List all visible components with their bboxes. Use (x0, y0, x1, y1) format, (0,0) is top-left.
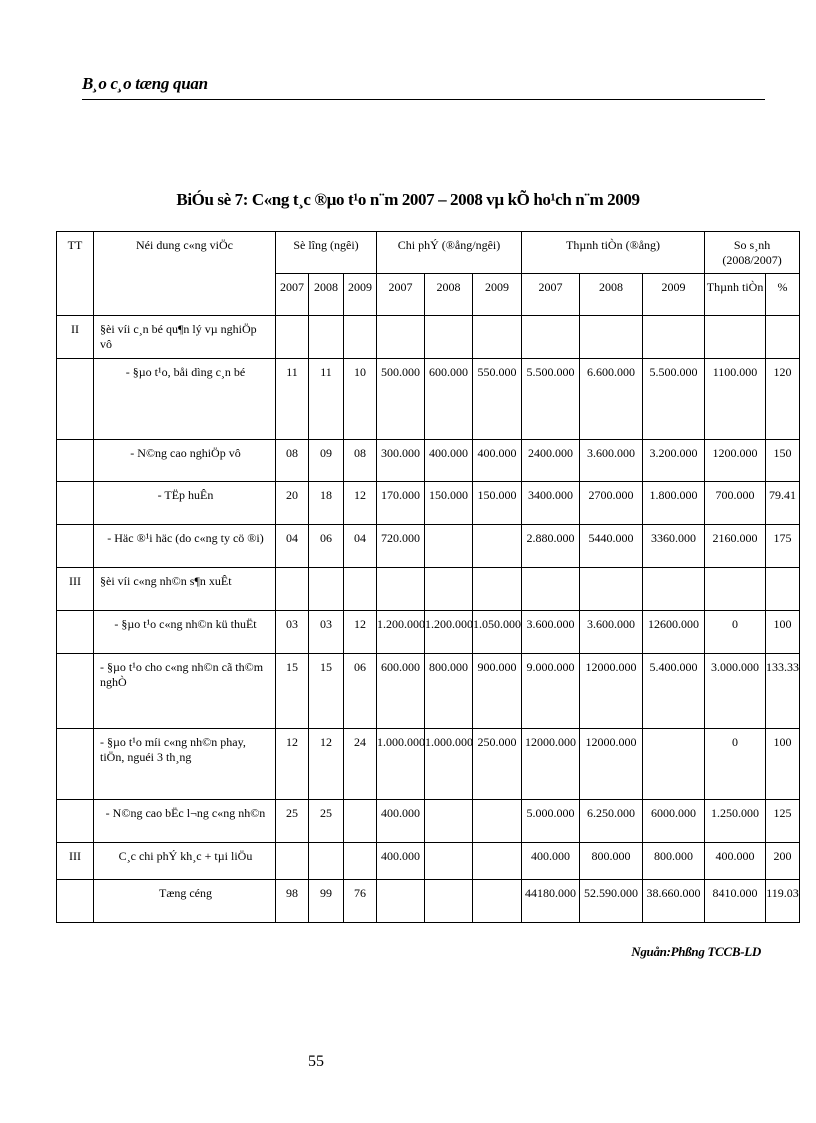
row-content: - §µo t¹o c«ng nh©n kü thuËt (94, 611, 276, 654)
row-tt (57, 482, 94, 525)
row-cell (425, 800, 473, 843)
row-cell: 03 (309, 611, 344, 654)
row-cell: 1.000.000 (377, 729, 425, 800)
row-cell: 08 (276, 440, 309, 482)
row-cell: 18 (309, 482, 344, 525)
row-tt (57, 611, 94, 654)
row-cell: 3.200.000 (643, 440, 705, 482)
row-cell: 11 (309, 359, 344, 440)
row-cell: 800.000 (643, 843, 705, 880)
row-cell: 98 (276, 880, 309, 923)
row-cell: 400.000 (425, 440, 473, 482)
row-cell: 9.000.000 (522, 654, 580, 729)
row-cell: 150 (766, 440, 800, 482)
row-cell: 12000.000 (522, 729, 580, 800)
row-cell: 12000.000 (580, 654, 643, 729)
row-cell: 2160.000 (705, 525, 766, 568)
table-row (57, 800, 800, 843)
row-cell: 76 (344, 880, 377, 923)
row-cell: 6000.000 (643, 800, 705, 843)
row-cell (425, 525, 473, 568)
header-rule (82, 99, 765, 100)
row-cell: 119.03 (766, 880, 800, 923)
row-tt (57, 440, 94, 482)
row-cell: 06 (309, 525, 344, 568)
row-cell: 0 (705, 729, 766, 800)
row-cell: 550.000 (473, 359, 522, 440)
row-cell: 04 (276, 525, 309, 568)
header-year: 2007 (522, 274, 580, 316)
row-cell (580, 316, 643, 359)
row-cell: 1.800.000 (643, 482, 705, 525)
row-cell: 2.880.000 (522, 525, 580, 568)
row-cell (276, 316, 309, 359)
row-cell: 12000.000 (580, 729, 643, 800)
row-cell (473, 568, 522, 611)
row-cell (377, 880, 425, 923)
row-cell (473, 525, 522, 568)
row-cell: 20 (276, 482, 309, 525)
table-row (57, 843, 800, 880)
training-table (56, 231, 800, 923)
table-row (57, 482, 800, 525)
table-title: BiÓu sè 7: C«ng t¸c ®µo t¹o n¨m 2007 – 2008 vµ kÕ ho¹ch n¨m 2009 (176, 190, 640, 209)
row-cell (766, 568, 800, 611)
row-cell: 08 (344, 440, 377, 482)
row-cell: 15 (276, 654, 309, 729)
row-tt (57, 654, 94, 729)
row-cell: 120 (766, 359, 800, 440)
row-cell: 12 (276, 729, 309, 800)
row-cell: 06 (344, 654, 377, 729)
table-row (57, 611, 800, 654)
row-content: - N©ng cao bËc l¬ng c«ng nh©n (94, 800, 276, 843)
row-cell: 3.600.000 (580, 611, 643, 654)
row-cell: 400.000 (377, 800, 425, 843)
header-year: 2009 (344, 274, 377, 316)
row-cell: 250.000 (473, 729, 522, 800)
header-content: Néi dung c«ng viÖc (94, 232, 276, 316)
row-cell: 12 (309, 729, 344, 800)
table-row (57, 359, 800, 440)
row-cell (377, 316, 425, 359)
row-cell (705, 316, 766, 359)
row-cell (473, 880, 522, 923)
row-cell (643, 316, 705, 359)
row-cell: 12600.000 (643, 611, 705, 654)
row-cell: 6.250.000 (580, 800, 643, 843)
row-cell: 175 (766, 525, 800, 568)
row-cell: 5440.000 (580, 525, 643, 568)
row-cell (425, 880, 473, 923)
report-header: B¸o c¸o tæng quan (82, 74, 208, 93)
header-year: 2008 (309, 274, 344, 316)
row-cell: 500.000 (377, 359, 425, 440)
row-tt (57, 800, 94, 843)
row-tt (57, 729, 94, 800)
header-compare-money: Thµnh tiÒn (705, 274, 766, 316)
row-cell: 04 (344, 525, 377, 568)
row-cell: 1.000.000 (425, 729, 473, 800)
row-cell: 79.41 (766, 482, 800, 525)
row-cell: 900.000 (473, 654, 522, 729)
row-cell: 1100.000 (705, 359, 766, 440)
row-cell (276, 568, 309, 611)
row-cell: 12 (344, 482, 377, 525)
header-tt: TT (57, 232, 94, 316)
row-cell: 125 (766, 800, 800, 843)
row-cell: 150.000 (473, 482, 522, 525)
row-cell: 25 (309, 800, 344, 843)
header-quantity: Sè lîng (ngêi) (276, 232, 377, 274)
row-tt (57, 525, 94, 568)
row-cell (643, 568, 705, 611)
row-content: - §µo t¹o míi c«ng nh©n phay, tiÖn, nguéi 3 th¸ng (94, 729, 276, 800)
row-cell: 800.000 (425, 654, 473, 729)
table-row (57, 880, 800, 923)
row-cell: 2400.000 (522, 440, 580, 482)
row-cell: 150.000 (425, 482, 473, 525)
row-cell: 800.000 (580, 843, 643, 880)
row-cell: 11 (276, 359, 309, 440)
row-cell (522, 568, 580, 611)
row-content: - TËp huÊn (94, 482, 276, 525)
row-content: - §µo t¹o, båi dìng c¸n bé (94, 359, 276, 440)
row-cell (473, 316, 522, 359)
header-year: 2008 (425, 274, 473, 316)
row-cell: 400.000 (473, 440, 522, 482)
row-cell: 133.33 (766, 654, 800, 729)
row-cell: 720.000 (377, 525, 425, 568)
table-row (57, 525, 800, 568)
row-cell: 1.200.000 (377, 611, 425, 654)
row-cell: 5.500.000 (643, 359, 705, 440)
row-content: §èi víi c¸n bé qu¶n lý vµ nghiÖp vô (94, 316, 276, 359)
row-cell: 3360.000 (643, 525, 705, 568)
header-compare: So s¸nh (2008/2007) (705, 232, 800, 274)
row-cell: 3400.000 (522, 482, 580, 525)
row-cell: 100 (766, 729, 800, 800)
header-year: 2009 (643, 274, 705, 316)
row-cell: 8410.000 (705, 880, 766, 923)
header-year: 2007 (276, 274, 309, 316)
row-cell (344, 568, 377, 611)
row-cell (344, 843, 377, 880)
row-tt: II (57, 316, 94, 359)
row-cell: 300.000 (377, 440, 425, 482)
source-note: Nguån:Phßng TCCB-LD (631, 944, 761, 959)
row-cell: 25 (276, 800, 309, 843)
row-tt: III (57, 568, 94, 611)
row-cell: 44180.000 (522, 880, 580, 923)
row-cell (473, 800, 522, 843)
row-cell (425, 568, 473, 611)
row-cell (276, 843, 309, 880)
row-cell: 3.600.000 (522, 611, 580, 654)
header-year: 2008 (580, 274, 643, 316)
row-cell (309, 843, 344, 880)
row-cell: 6.600.000 (580, 359, 643, 440)
row-cell (344, 316, 377, 359)
row-cell (522, 316, 580, 359)
row-cell: 03 (276, 611, 309, 654)
row-cell: 52.590.000 (580, 880, 643, 923)
header-cost: Chi phÝ (®ång/ngêi) (377, 232, 522, 274)
row-content: C¸c chi phÝ kh¸c + tµi liÖu (94, 843, 276, 880)
header-money: Thµnh tiÒn (®ång) (522, 232, 705, 274)
header-year: 2009 (473, 274, 522, 316)
row-cell (580, 568, 643, 611)
row-content: - §µo t¹o cho c«ng nh©n cã th©m nghÒ (94, 654, 276, 729)
row-cell: 3.600.000 (580, 440, 643, 482)
row-cell: 3.000.000 (705, 654, 766, 729)
row-cell: 38.660.000 (643, 880, 705, 923)
row-cell: 200 (766, 843, 800, 880)
table-row (57, 654, 800, 729)
row-cell: 24 (344, 729, 377, 800)
page-number: 55 (308, 1053, 324, 1070)
row-cell: 5.500.000 (522, 359, 580, 440)
table-row (57, 729, 800, 800)
row-cell: 5.000.000 (522, 800, 580, 843)
row-cell: 09 (309, 440, 344, 482)
row-cell: 1.050.000 (473, 611, 522, 654)
row-cell: 10 (344, 359, 377, 440)
row-cell: 100 (766, 611, 800, 654)
row-cell: 400.000 (522, 843, 580, 880)
row-cell (643, 729, 705, 800)
row-cell (473, 843, 522, 880)
row-content: §èi víi c«ng nh©n s¶n xuÊt (94, 568, 276, 611)
row-cell: 99 (309, 880, 344, 923)
row-cell (766, 316, 800, 359)
header-year: 2007 (377, 274, 425, 316)
row-cell: 2700.000 (580, 482, 643, 525)
row-cell: 5.400.000 (643, 654, 705, 729)
row-tt (57, 359, 94, 440)
row-content: Tæng céng (94, 880, 276, 923)
row-cell: 700.000 (705, 482, 766, 525)
row-cell: 400.000 (705, 843, 766, 880)
table-row (57, 440, 800, 482)
row-content: - Häc ®¹i häc (do c«ng ty cö ®i) (94, 525, 276, 568)
table-row (57, 568, 800, 611)
row-tt (57, 880, 94, 923)
row-cell (309, 316, 344, 359)
row-cell: 12 (344, 611, 377, 654)
table-row (57, 316, 800, 359)
row-cell: 170.000 (377, 482, 425, 525)
row-cell (425, 843, 473, 880)
row-cell (377, 568, 425, 611)
row-cell: 1.200.000 (425, 611, 473, 654)
row-cell (705, 568, 766, 611)
row-cell: 400.000 (377, 843, 425, 880)
row-cell: 600.000 (425, 359, 473, 440)
row-cell: 1200.000 (705, 440, 766, 482)
row-cell (309, 568, 344, 611)
header-compare-percent: % (766, 274, 800, 316)
table-body (57, 316, 800, 923)
row-cell: 0 (705, 611, 766, 654)
row-cell: 15 (309, 654, 344, 729)
row-cell (425, 316, 473, 359)
row-cell: 600.000 (377, 654, 425, 729)
row-cell (344, 800, 377, 843)
row-cell: 1.250.000 (705, 800, 766, 843)
row-content: - N©ng cao nghiÖp vô (94, 440, 276, 482)
row-tt: III (57, 843, 94, 880)
